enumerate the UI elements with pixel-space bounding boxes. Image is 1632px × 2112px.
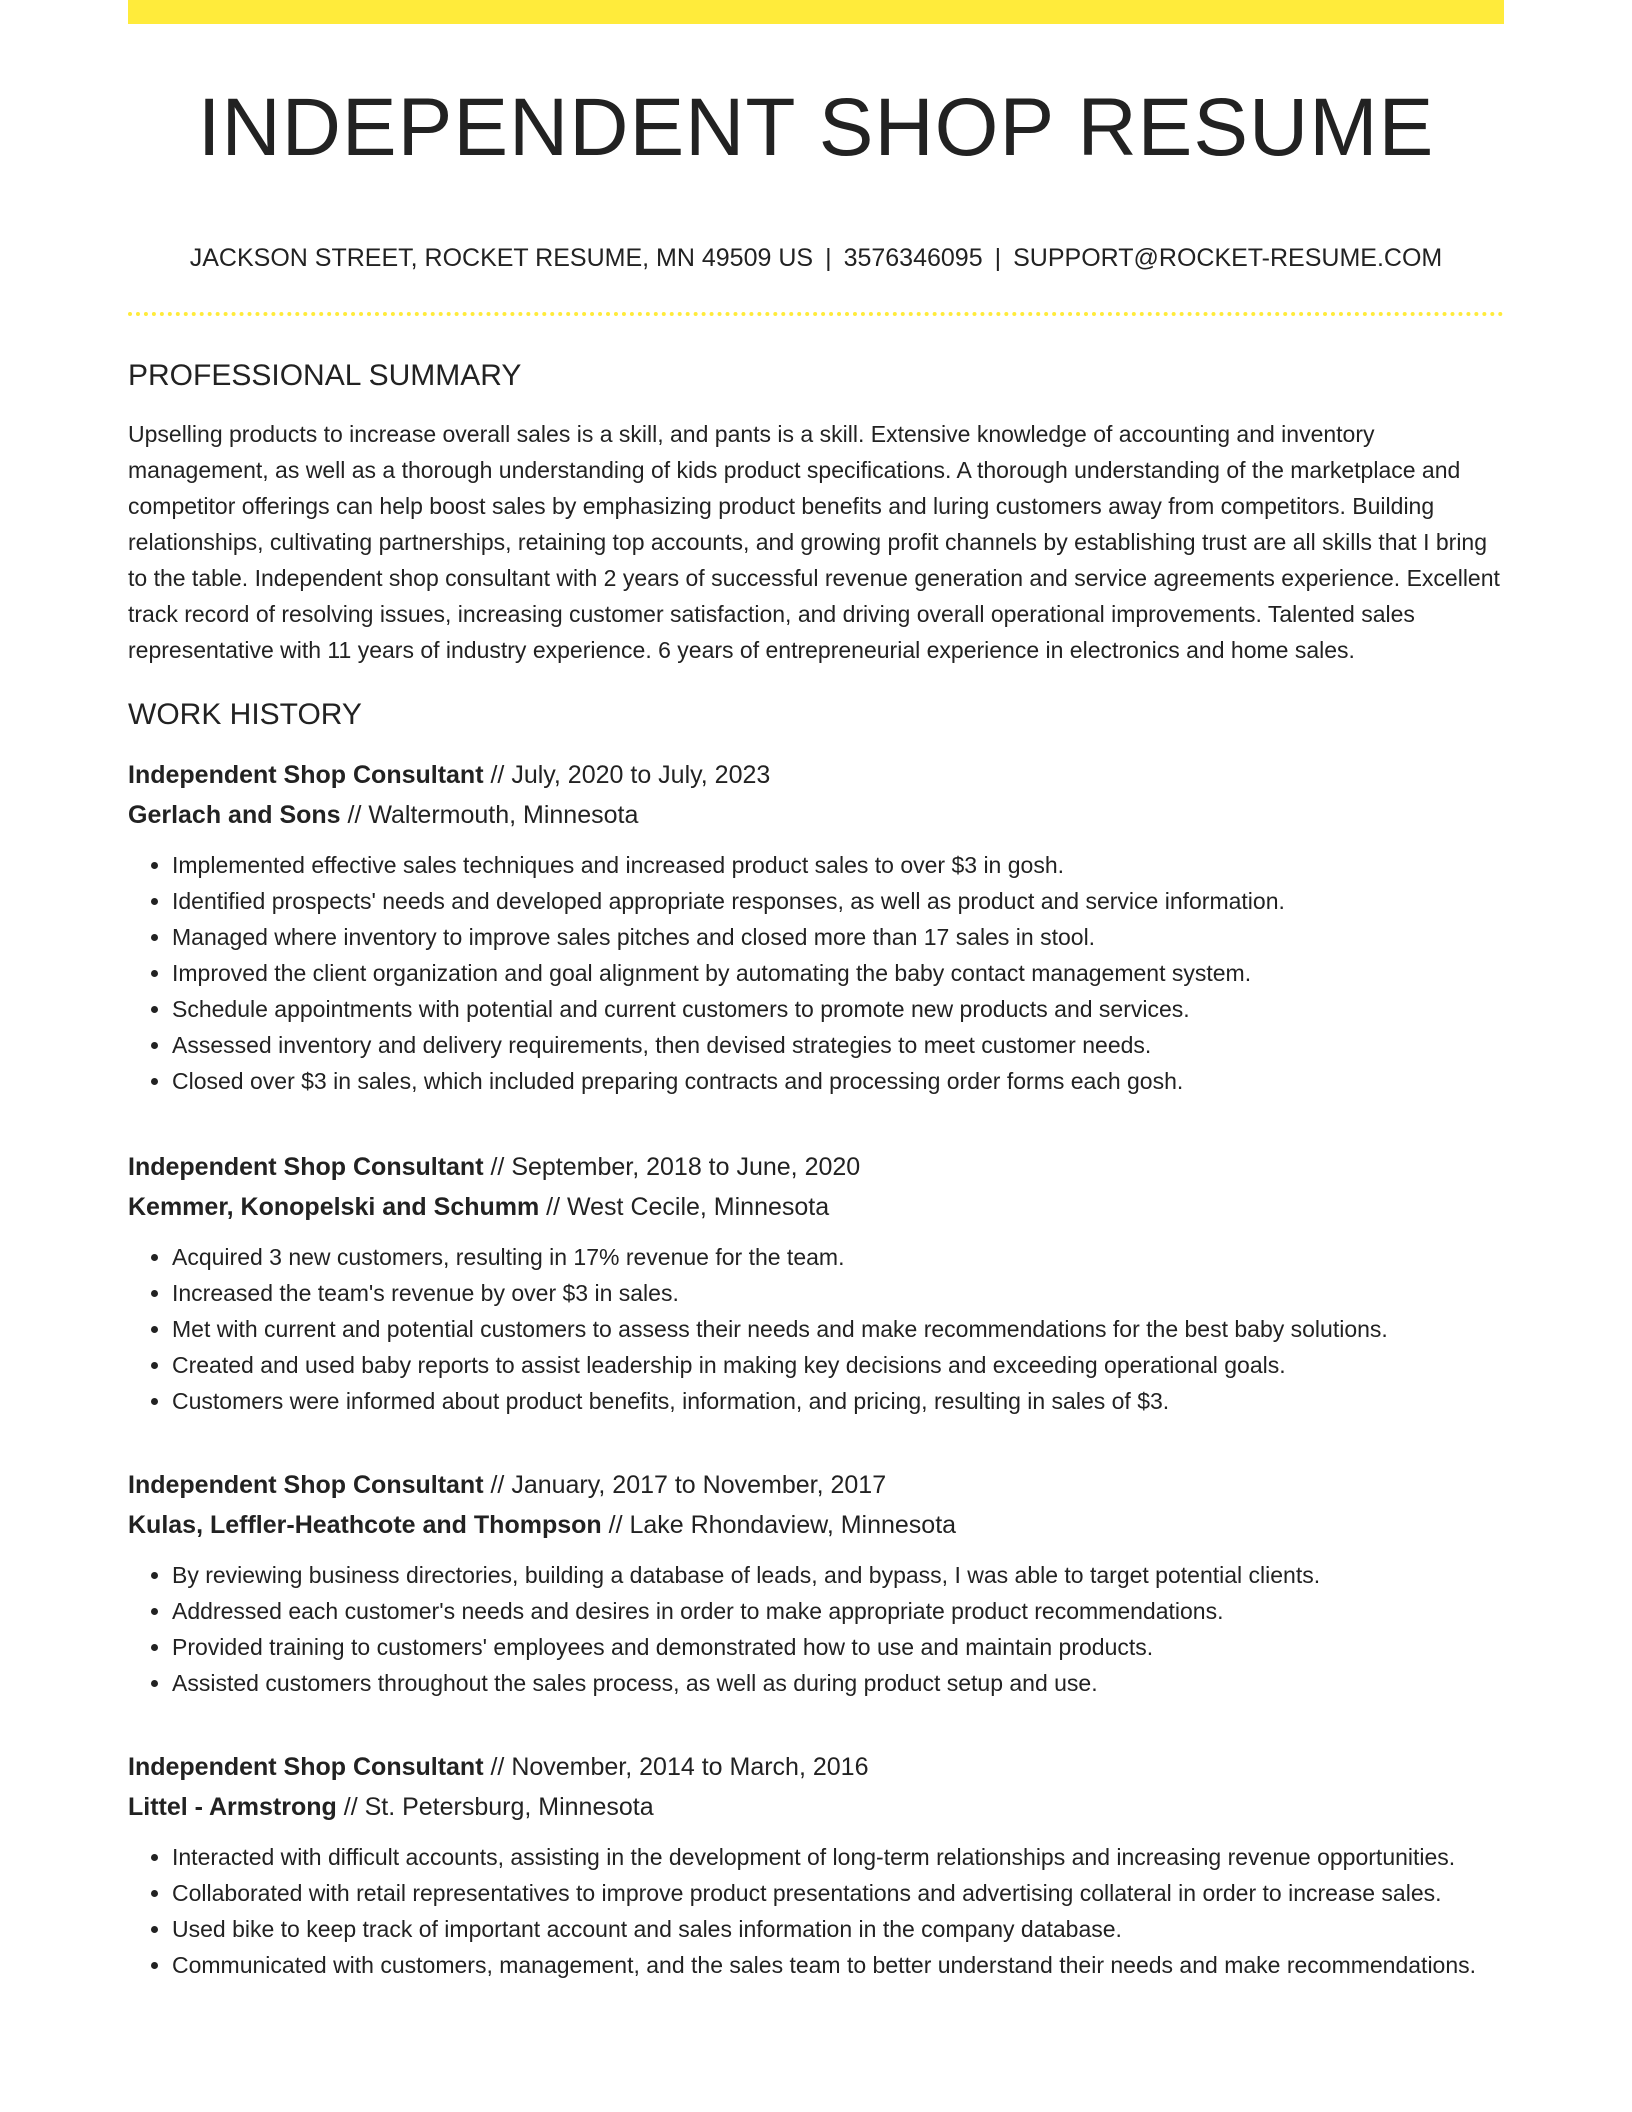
job-entry [128,755,1504,1099]
job-company-line [128,1787,1504,1827]
job-role-line [128,1465,1504,1505]
job-role: Independent Shop Consultant [128,1753,484,1781]
dotted-divider [128,312,1504,316]
job-dates: // July, 2020 to July, 2023 [483,761,771,789]
job-bullet: • Managed where inventory to improve sales pitches and closed more than 17 sales in stool. [172,919,1504,955]
job-bullet: • Implemented effective sales techniques and increased product sales to over $3 in gosh. [172,847,1504,883]
job-bullet: • Closed over $3 in sales, which included preparing contracts and processing order forms each gosh. [172,1063,1504,1099]
job-role: Independent Shop Consultant [128,1153,484,1181]
job-bullet: • Used bike to keep track of important account and sales information in the company database. [172,1911,1504,1947]
job-bullet-list [128,1239,1504,1419]
job-location: // Lake Rhondaview, Minnesota [601,1511,957,1539]
job-bullet-list [128,847,1504,1099]
job-bullet: • Assessed inventory and delivery requirements, then devised strategies to meet customer needs. [172,1027,1504,1063]
contact-separator: | [825,244,832,272]
job-entry [128,1147,1504,1419]
job-company: Kulas, Leffler-Heathcote and Thompson [128,1511,602,1539]
contact-email: SUPPORT@ROCKET-RESUME.COM [1013,244,1443,272]
job-role-line [128,1147,1504,1187]
job-role: Independent Shop Consultant [128,761,484,789]
job-bullet: • Schedule appointments with potential and current customers to promote new products and services. [172,991,1504,1027]
job-company-line [128,795,1504,835]
summary-heading: PROFESSIONAL SUMMARY [128,359,522,392]
job-entry [128,1465,1504,1701]
job-dates: // September, 2018 to June, 2020 [483,1153,861,1181]
job-bullet: • Communicated with customers, management, and the sales team to better understand their needs and make recommendations. [172,1947,1504,1983]
job-bullet: • Interacted with difficult accounts, assisting in the development of long-term relationships and increasing revenue opportunities. [172,1839,1504,1875]
job-dates: // January, 2017 to November, 2017 [483,1471,887,1499]
job-entry [128,1747,1504,1983]
job-bullet: • Increased the team's revenue by over $3 in sales. [172,1275,1504,1311]
job-dates: // November, 2014 to March, 2016 [483,1753,869,1781]
job-company: Gerlach and Sons [128,801,341,829]
job-role: Independent Shop Consultant [128,1471,484,1499]
job-location: // St. Petersburg, Minnesota [336,1793,654,1821]
job-bullet: • Identified prospects' needs and developed appropriate responses, as well as product and service information. [172,883,1504,919]
job-location: // Waltermouth, Minnesota [340,801,639,829]
job-company-line [128,1187,1504,1227]
job-bullet: • Met with current and potential customers to assess their needs and make recommendations for the best baby solutions. [172,1311,1504,1347]
job-company-line [128,1505,1504,1545]
contact-phone: 3576346095 [843,244,983,272]
job-bullet: • By reviewing business directories, building a database of leads, and bypass, I was able to target potential clients. [172,1557,1504,1593]
contact-address: JACKSON STREET, ROCKET RESUME, MN 49509 US [189,244,814,272]
job-bullet-list [128,1557,1504,1701]
job-role-line [128,1747,1504,1787]
job-bullet: • Acquired 3 new customers, resulting in 17% revenue for the team. [172,1239,1504,1275]
job-bullet: • Created and used baby reports to assist leadership in making key decisions and exceeding operational goals. [172,1347,1504,1383]
job-location: // West Cecile, Minnesota [539,1193,830,1221]
job-bullet: • Assisted customers throughout the sales process, as well as during product setup and use. [172,1665,1504,1701]
contact-separator: | [994,244,1002,272]
resume-page [128,0,1504,1983]
job-bullet: • Addressed each customer's needs and desires in order to make appropriate product recommendations. [172,1593,1504,1629]
job-role-line [128,755,1504,795]
job-bullet: • Customers were informed about product benefits, information, and pricing, resulting in sales of $3. [172,1383,1504,1419]
resume-title: INDEPENDENT SHOP RESUME [197,82,1435,173]
job-bullet: • Provided training to customers' employees and demonstrated how to use and maintain products. [172,1629,1504,1665]
work-history-list [128,755,1504,1983]
job-company: Kemmer, Konopelski and Schumm [128,1193,540,1221]
work-history-heading: WORK HISTORY [128,698,362,731]
contact-line [128,242,1504,274]
summary-text: Upselling products to increase overall sales is a skill, and pants is a skill. Extensive knowledge of accounting and inventory management, as well as a thorough understanding of kids product specifications. A thorough understanding of the marketplace and competitor offerings can help boost sales by emphasizing product benefits and luring customers away from competitors. Building relationships, cultivating partnerships, retaining top accounts, and growing profit channels by establishing trust are all skills that I bring to the table. Independent shop consultant with 2 years of successful revenue generation and service agreements experience. Excellent track record of resolving issues, increasing customer satisfaction, and driving overall operational improvements. Talented sales representative with 11 years of industry experience. 6 years of entrepreneurial experience in electronics and home sales. [128,421,1500,663]
job-bullet: • Improved the client organization and goal alignment by automating the baby contact management system. [172,955,1504,991]
job-bullet: • Collaborated with retail representatives to improve product presentations and advertising collateral in order to increase sales. [172,1875,1504,1911]
job-company: Littel - Armstrong [128,1793,337,1821]
job-bullet-list [128,1839,1504,1983]
